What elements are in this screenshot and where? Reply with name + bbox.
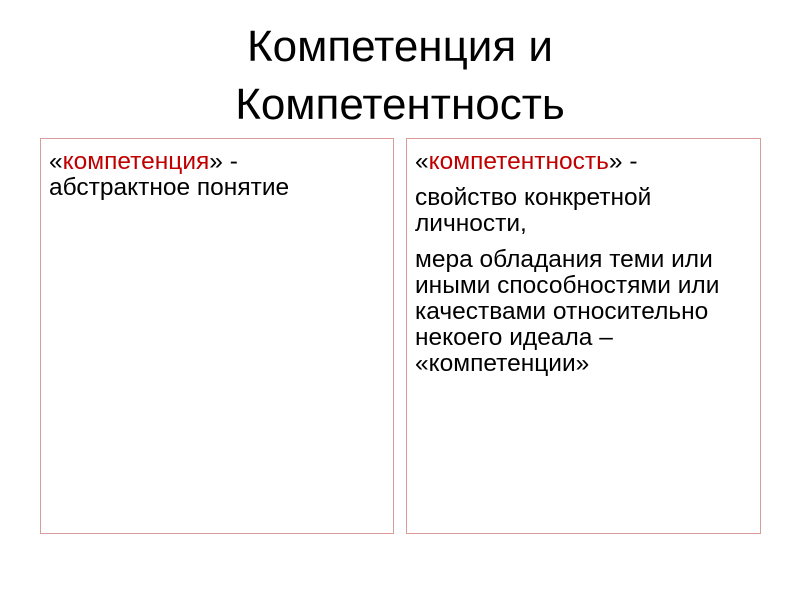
competency-panel	[406, 138, 761, 534]
competence-definition: абстрактное понятие	[49, 174, 290, 201]
open-quote: «	[49, 148, 63, 175]
title-line-2: Компетентность	[235, 80, 565, 129]
competency-definition-1: свойство конкретной личности,	[415, 184, 652, 237]
open-quote: «	[415, 148, 429, 175]
competence-panel	[40, 138, 394, 534]
slide-title	[0, 18, 800, 134]
title-line-1: Компетенция и	[246, 22, 554, 71]
term-competency: компетентность	[428, 148, 609, 175]
close-quote-dash: » -	[608, 148, 638, 175]
competency-definition-2: мера обладания теми или иными способностями или качествами относительно некоего идеала – «компетенции»	[415, 246, 720, 377]
competency-term-line	[415, 149, 752, 175]
term-competence: компетенция	[62, 148, 210, 175]
close-quote-dash: » -	[209, 148, 238, 175]
competence-definition-paragraph	[49, 149, 385, 201]
